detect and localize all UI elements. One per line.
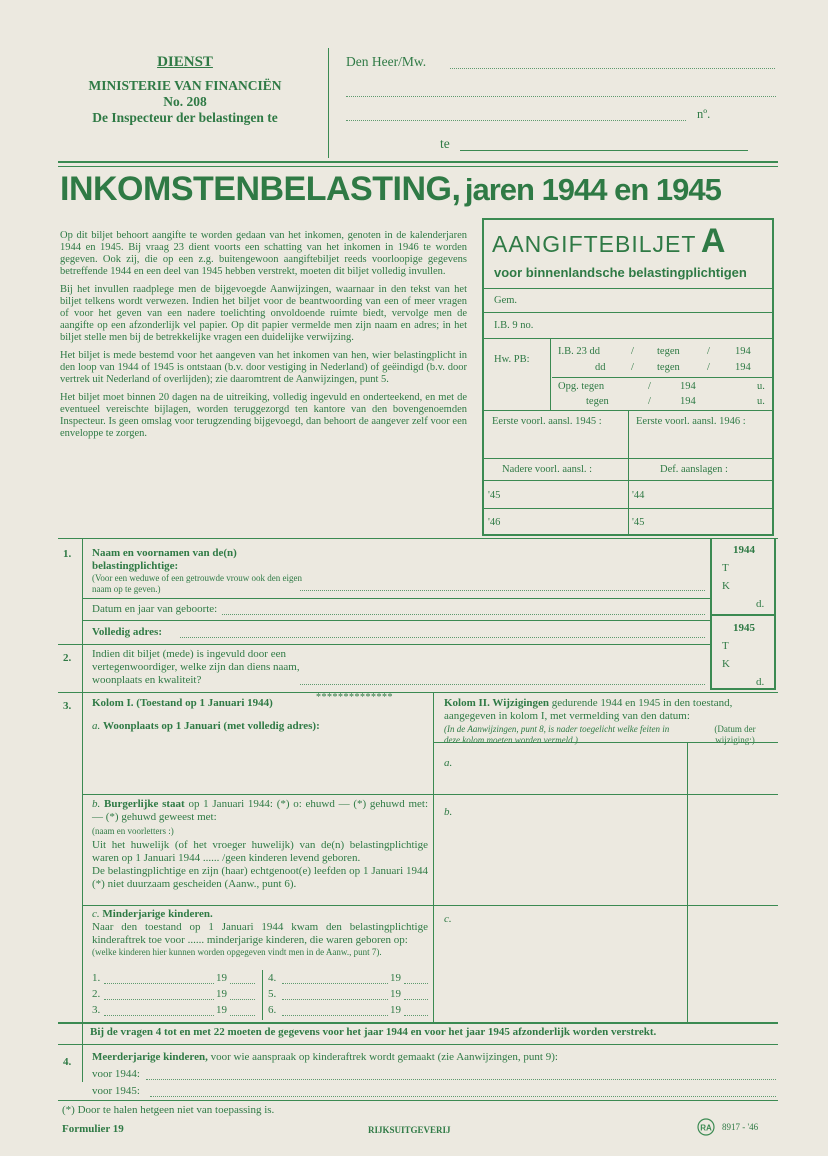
kid-6-field[interactable] [282, 1015, 388, 1016]
kid-4-year: 19 [390, 972, 401, 984]
kid-6-year: 19 [390, 1004, 401, 1016]
printer-logo [697, 1118, 715, 1136]
y44-label: '44 [632, 490, 645, 501]
hwpb-label: Hw. PB: [494, 354, 530, 365]
y194-4: 194 [680, 396, 696, 407]
u-2: u. [757, 396, 765, 407]
q4-text: voor wie aanspraak op kinderaftrek wordt gemaakt (zie Aanwijzingen, punt 9): [210, 1051, 558, 1063]
col2-a-letter: a. [444, 757, 453, 769]
q4-1945-label: voor 1945: [92, 1085, 140, 1097]
kolom2-note: (In de Aanwijzingen, punt 8, is nader toegelicht welke feiten in deze kolom moeten worden vermeld.) [444, 724, 670, 745]
q4-title: Meerderjarige kinderen, [92, 1051, 208, 1063]
addressee-field[interactable] [450, 68, 775, 69]
q3b-text1: op 1 Januari 1944: (*) o: ehuwd — (*) gehuwd met: — (*) gehuwd geweest met: [92, 798, 429, 823]
tegen-2: tegen [657, 362, 680, 373]
intro-p4: Het biljet moet binnen 20 dagen na de uitreiking, volledig ingevuld en onderteekend, en met de eventueel vereischte bijlagen, worden teruggezorgd ten kantore van den bovengenoemden Inspecteur. Is geen omslag voor terugzending bijgevoegd, dan behoort de aangever zelf voor een enveloppe te zorgen. [60, 392, 467, 439]
important-note: Bij de vragen 4 tot en met 22 moeten de gegevens voor het jaar 1944 en voor het jaar 1945 afzonderlijk worden verstrekt. [90, 1026, 657, 1038]
kid-4-field[interactable] [282, 983, 388, 984]
tegen-3: tegen [586, 396, 609, 407]
q2-text: Indien dit biljet (mede) is ingevuld door een vertegenwoordiger, welke zijn dan diens naam, woonplaats en kwaliteit? [92, 648, 300, 686]
q2-number: 2. [63, 652, 72, 664]
address-field[interactable] [180, 637, 705, 638]
svg-text:RA: RA [700, 1123, 712, 1133]
dienst-label: DIENST [157, 54, 213, 70]
slash-4: / [707, 362, 710, 373]
kid-5-year: 19 [390, 988, 401, 1000]
q1-name-note: (Voor een weduwe of een getrouwde vrouw ook den eigen naam op te geven.) [92, 573, 303, 594]
kid-2-label: 2. [92, 988, 101, 1000]
addressee-label: Den Heer/Mw. [346, 54, 427, 69]
kid-5-label: 5. [268, 988, 277, 1000]
kid-3-year: 19 [216, 1004, 227, 1016]
kid-3-field[interactable] [104, 1015, 214, 1016]
q1-name-text: Naam en voornamen van de(n) belastingplichtige: [92, 547, 237, 572]
kolom1-header: Kolom I. (Toestand op 1 Januari 1944) [92, 697, 273, 709]
kolom2-title: Kolom II. Wijzigingen [444, 697, 550, 709]
address-label: Volledig adres: [92, 626, 162, 638]
number-label: No. 208 [163, 94, 207, 109]
address-line-1[interactable] [346, 96, 776, 97]
col2-b-letter: b. [444, 806, 453, 818]
y194-2: 194 [735, 362, 751, 373]
title-years: jaren 1944 en 1945 [464, 172, 721, 207]
q3a-label [92, 720, 320, 733]
q3c-note: (welke kinderen hier kunnen worden opgegeven vindt men in de Aanw., punt 7). [92, 947, 382, 957]
intro-p3: Het biljet is mede bestemd voor het aangeven van het inkomen van hen, wier belastingplicht in den loop van 1944 of 1945 is ontstaan (b.v. door vestiging in Nederland) of geëindigd (b.v. door vertrek uit Nederland of overlijden); zie daaromtrent de Aanwijzingen, punt 5. [60, 350, 467, 385]
side-k-2: K [722, 658, 730, 670]
aangifte-subtitle: voor binnenlandsche belastingplichtigen [494, 265, 747, 280]
gem-label: Gem. [494, 295, 518, 306]
birth-label: Datum en jaar van geboorte: [92, 603, 218, 615]
side-d-2: d. [756, 676, 765, 688]
q3a-letter: a. [92, 720, 101, 732]
q1-number: 1. [63, 548, 72, 560]
intro-p2: Bij het invullen raadplege men de bijgevoegde Aanwijzingen, waarnaar in den tekst van het biljet telkens wordt verwezen. Indien het biljet voor de beantwoording van een of meer vragen of voor het geven van een nadere toelichting onvoldoende ruimte biedt, vervolge men de aangifte op een afzonderlijk vel papier. Op dit papier vermelde men zijn naam en adres; in het biljet stelle men bij de betrekkelijke vragen een duidelijke verwijzing. [60, 284, 467, 343]
slash-6: / [648, 396, 651, 407]
kolom2-text: gedurende 1944 en 1945 in den toestand, aangegeven in kolom I, met vermelding van den datum: [444, 697, 733, 722]
def-label: Def. aanslagen : [660, 464, 728, 475]
dd-label: dd [595, 362, 606, 373]
q4-1944-label: voor 1944: [92, 1068, 140, 1080]
datum-note: (Datum der wijziging:) [714, 724, 756, 745]
side-1944: 1944 [733, 544, 755, 556]
slash-5: / [648, 381, 651, 392]
nadere-label: Nadere voorl. aansl. : [502, 464, 593, 475]
q3b-block [92, 798, 428, 891]
print-code: 8917 - '46 [722, 1122, 759, 1132]
u-1: u. [757, 381, 765, 392]
representative-field[interactable] [300, 684, 705, 685]
kid-4-year-field[interactable] [404, 983, 428, 984]
slash-2: / [707, 346, 710, 357]
q3-number: 3. [63, 700, 72, 712]
side-k-1: K [722, 580, 730, 592]
intro-p1: Op dit biljet behoort aangifte te worden gedaan van het inkomen, genoten in de kalenderjaren 1944 en 1945. Bij vraag 23 dient voorts een schatting van het inkomen in 1946 te worden gegeven. Ook zij, die op een z.g. buitengewoon aangiftebiljet reeds voorloopige gegevens betreffende 1944 en een deel van 1945 hebben verstrekt, moeten dit biljet volledig invullen. [60, 230, 467, 277]
slash-1: / [631, 346, 634, 357]
y46-label: '46 [488, 517, 501, 528]
kid-1-label: 1. [92, 972, 101, 984]
te-label: te [440, 136, 450, 151]
kid-5-field[interactable] [282, 999, 388, 1000]
q3b-text3: De belastingplichtige en zijn (haar) echtgenoot(e) leefden op 1 Januari 1944 (*) niet duurzaam gescheiden (Aanw., punt 6). [92, 865, 428, 890]
eerste-1946: Eerste voorl. aansl. 1946 : [636, 416, 746, 427]
q3c-letter: c. [92, 908, 100, 920]
slash-3: / [631, 362, 634, 373]
q4-1944-field[interactable] [146, 1079, 776, 1080]
kid-3-year-field[interactable] [230, 1015, 255, 1016]
footnote: (*) Door te halen hetgeen niet van toepassing is. [62, 1104, 275, 1116]
stars-decoration: * * * * * * * * * * * * * * [316, 692, 392, 703]
kid-2-year-field[interactable] [230, 999, 255, 1000]
header-block [60, 54, 310, 126]
ib23-label: I.B. 23 dd [558, 346, 600, 357]
printer-name: RIJKSUITGEVERIJ [368, 1125, 451, 1135]
kid-1-field[interactable] [104, 983, 214, 984]
number-mark: nº. [697, 107, 711, 121]
y45b-label: '45 [632, 517, 645, 528]
kid-6-year-field[interactable] [404, 1015, 428, 1016]
te-field[interactable] [460, 150, 748, 151]
side-d-1: d. [756, 598, 765, 610]
kid-4-label: 4. [268, 972, 277, 984]
intro-text [60, 230, 467, 440]
inspector-label: De Inspecteur der belastingen te [92, 110, 278, 125]
kolom2-header [444, 697, 778, 723]
address-line-2[interactable] [346, 120, 686, 121]
kid-2-year: 19 [216, 988, 227, 1000]
ib-label: I.B. 9 no. [494, 320, 534, 331]
side-t-1: T [722, 562, 729, 574]
q3c-block [92, 908, 428, 958]
tegen-1: tegen [657, 346, 680, 357]
side-1945: 1945 [733, 622, 755, 634]
kid-5-year-field[interactable] [404, 999, 428, 1000]
y194-1: 194 [735, 346, 751, 357]
y45-label: '45 [488, 490, 501, 501]
aangifte-title-text: AANGIFTEBILJET [492, 231, 697, 257]
q3c-title: Minderjarige kinderen. [102, 908, 213, 920]
aangifte-title [492, 222, 725, 261]
q4-number: 4. [63, 1056, 72, 1068]
kid-2-field[interactable] [104, 999, 214, 1000]
q3c-text: Naar den toestand op 1 Januari 1944 kwam den belastingplichtige kinderaftrek toe voor ...... minderjarige kinderen, die waren geboren op: [92, 921, 428, 946]
birth-field[interactable] [222, 614, 705, 615]
kid-6-label: 6. [268, 1004, 277, 1016]
side-t-2: T [722, 640, 729, 652]
title-main: INKOMSTENBELASTING, [60, 170, 461, 208]
q4-1945-field[interactable] [150, 1096, 776, 1097]
ministry-label: MINISTERIE VAN FINANCIËN [88, 78, 282, 93]
name-field[interactable] [300, 590, 705, 591]
form-number: Formulier 19 [62, 1123, 124, 1135]
q3b-title: Burgerlijke staat [103, 798, 185, 810]
q4-header [92, 1051, 772, 1064]
aangifte-letter: A [700, 222, 726, 260]
kid-1-year: 19 [216, 972, 227, 984]
col2-c-letter: c. [444, 913, 452, 925]
eerste-1945: Eerste voorl. aansl. 1945 : [492, 416, 602, 427]
q3b-note: (naam en voorletters :) [92, 826, 174, 836]
q1-name-label [92, 547, 302, 595]
form-title [60, 170, 780, 209]
y194-3: 194 [680, 381, 696, 392]
kid-3-label: 3. [92, 1004, 101, 1016]
q3a-text: Woonplaats op 1 Januari (met volledig adres): [103, 720, 320, 732]
q3b-text2: Uit het huwelijk (of het vroeger huwelijk) van de(n) belastingplichtige waren op 1 Januari 1944 ...... /geen kinderen levend geboren. [92, 839, 428, 864]
opg-label: Opg. tegen [558, 381, 605, 392]
kid-1-year-field[interactable] [230, 983, 255, 984]
q3b-letter: b. [92, 798, 101, 810]
